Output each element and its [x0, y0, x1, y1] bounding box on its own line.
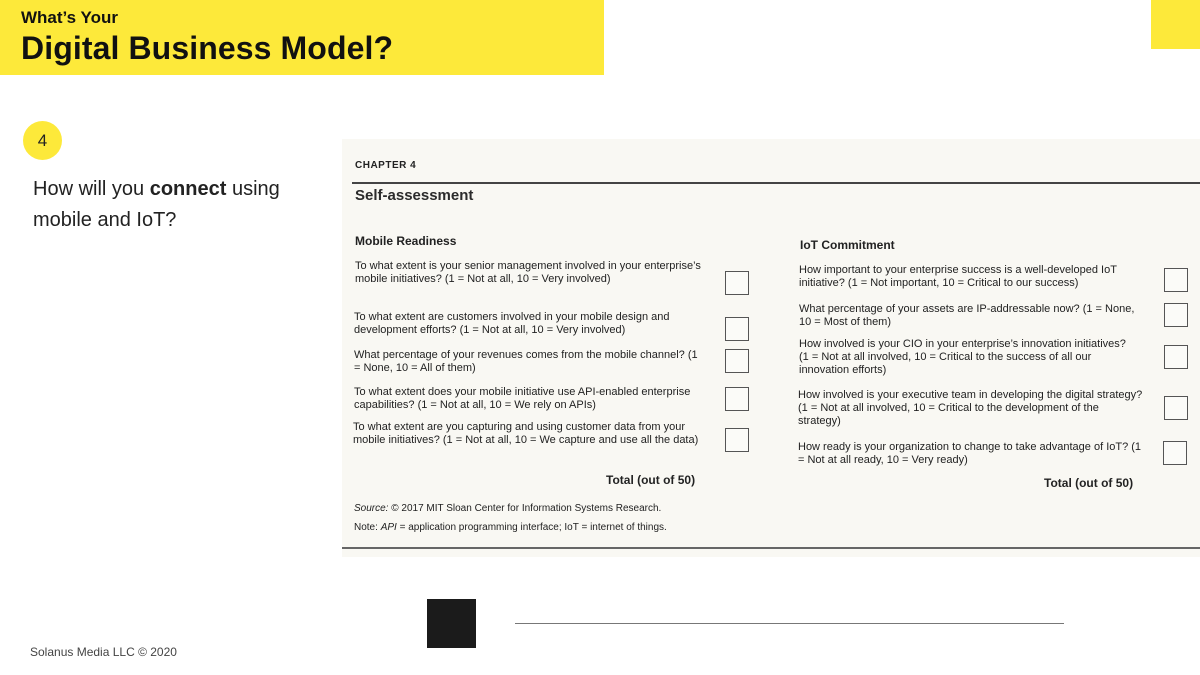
- mobile-total-label: Total (out of 50): [606, 473, 696, 487]
- iot-item: How ready is your organization to change to take advantage of IoT? (1 = Not at all ready, 10 = Very ready): [798, 441, 1142, 466]
- iot-total-label: Total (out of 50): [1044, 476, 1134, 490]
- note-text: = application programming interface; IoT = internet of things.: [396, 522, 667, 533]
- self-assessment-title: Self-assessment: [355, 187, 474, 204]
- iot-score-box[interactable]: [1164, 345, 1188, 369]
- page-title: Digital Business Model?: [21, 30, 394, 66]
- title-small: What’s Your: [21, 8, 118, 27]
- mobile-item: To what extent are you capturing and using customer data from your mobile initiatives? (1 = Not at all, 10 = We capture and use all the data): [353, 421, 699, 446]
- step-number-badge: 4: [23, 121, 62, 160]
- question-text-before: How will you: [33, 178, 150, 200]
- source-label: Source:: [354, 503, 389, 514]
- iot-score-box[interactable]: [1164, 268, 1188, 292]
- abbreviation-note: [354, 522, 667, 533]
- source-text: © 2017 MIT Sloan Center for Information Systems Research.: [388, 503, 662, 514]
- mobile-score-box[interactable]: [725, 387, 749, 411]
- iot-commitment-heading: IoT Commitment: [800, 238, 895, 252]
- iot-score-box[interactable]: [1164, 396, 1188, 420]
- chapter-label: CHAPTER 4: [355, 160, 417, 171]
- mobile-score-box[interactable]: [725, 271, 749, 295]
- mobile-score-box[interactable]: [725, 317, 749, 341]
- iot-score-box[interactable]: [1163, 441, 1187, 465]
- iot-item: How important to your enterprise success is a well-developed IoT initiative? (1 = Not important, 10 = Critical to our success): [799, 264, 1117, 289]
- iot-score-box[interactable]: [1164, 303, 1188, 327]
- mobile-item: To what extent is your senior management involved in your enterprise’s mobile initiatives? (1 = Not at all, 10 = Very involved): [355, 260, 701, 285]
- source-note: [354, 503, 661, 514]
- iot-item: How involved is your CIO in your enterprise’s innovation initiatives? (1 = Not at all involved, 10 = Critical to the success of all our innovation efforts): [799, 338, 1126, 376]
- mobile-item: To what extent does your mobile initiative use API-enabled enterprise capabilities? (1 = Not at all, 10 = We rely on APIs): [354, 386, 691, 411]
- mobile-score-box[interactable]: [725, 428, 749, 452]
- question-text-after: using mobile and IoT?: [33, 178, 280, 231]
- mobile-item: What percentage of your revenues comes from the mobile channel? (1 = None, 10 = All of them): [354, 349, 698, 374]
- iot-item: How involved is your executive team in developing the digital strategy? (1 = Not at all involved, 10 = Critical to the development of the strategy): [798, 389, 1143, 427]
- question-keyword: connect: [149, 178, 227, 200]
- iot-item: What percentage of your assets are IP-addressable now? (1 = None, 10 = Most of them): [799, 303, 1135, 328]
- footer-divider: [515, 623, 1064, 624]
- navigation-square: [427, 599, 476, 648]
- top-rule: [352, 182, 1200, 184]
- step-question: [33, 174, 333, 236]
- note-api: API: [380, 522, 397, 533]
- corner-accent-block: [1151, 0, 1200, 49]
- copyright-text: Solanus Media LLC © 2020: [30, 645, 177, 659]
- mobile-readiness-heading: Mobile Readiness: [355, 234, 457, 248]
- self-assessment-scan: [342, 139, 1200, 557]
- title-banner: [0, 0, 604, 75]
- mobile-item: To what extent are customers involved in your mobile design and development efforts? (1 = Not at all, 10 = Very involved): [354, 311, 670, 336]
- bottom-rule: [342, 547, 1200, 549]
- note-label: Note:: [354, 522, 381, 533]
- mobile-score-box[interactable]: [725, 349, 749, 373]
